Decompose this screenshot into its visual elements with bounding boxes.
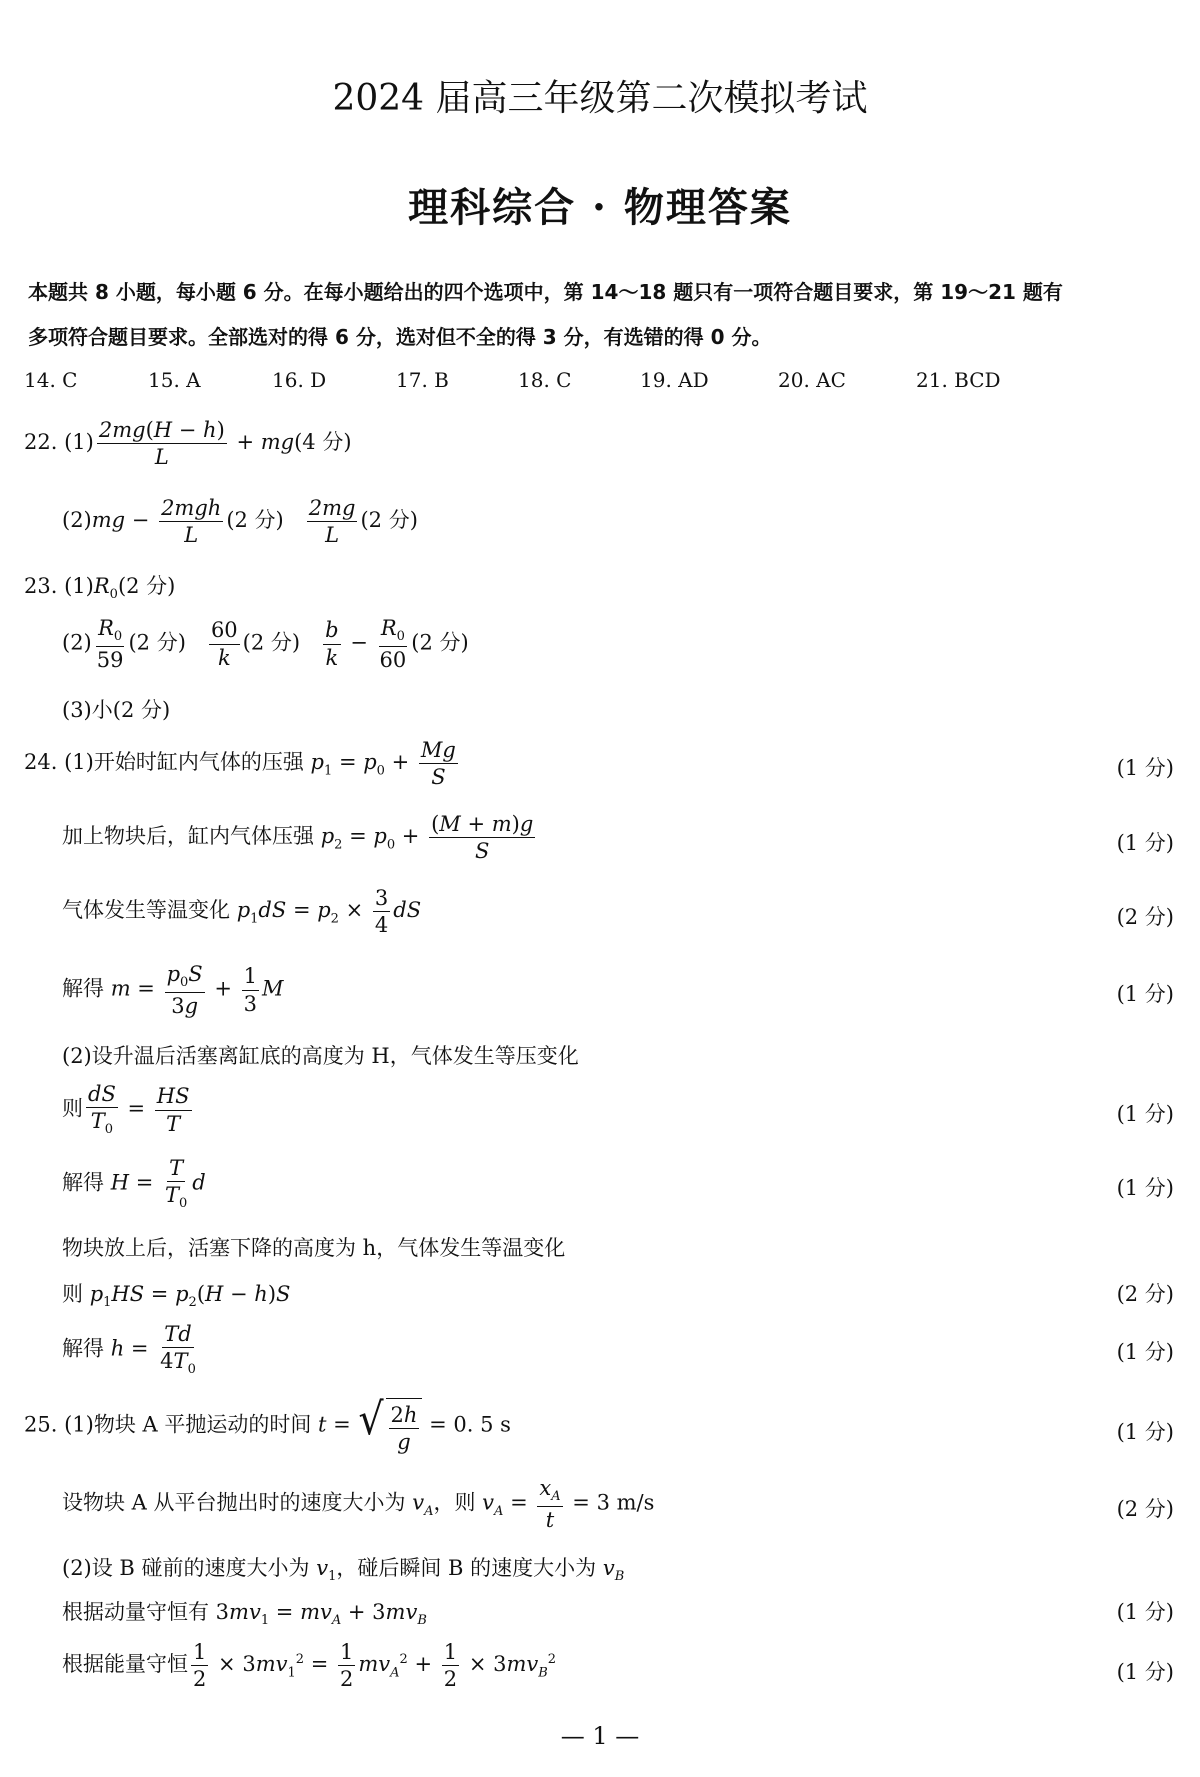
q24-score-6: (1 分): [1116, 1176, 1174, 1200]
answer-17: 17. B: [396, 368, 449, 392]
q25-line3: (2)设 B 碰前的速度大小为 $v_1$，碰后瞬间 B 的速度大小为 $v_B$: [62, 1556, 625, 1585]
q22-part1: 22. (1) $\frac{2mg(H - h)}{L}$ + mg(4 分): [24, 418, 352, 470]
q24-line6: 则 $\frac{dS}{T_0}$ = $\frac{HS}{T}$: [62, 1082, 190, 1138]
q24-line8: 物块放上后，活塞下降的高度为 h，气体发生等温变化: [62, 1236, 566, 1260]
intro-line-2: 多项符合题目要求。全部选对的得 6 分，选对但不全的得 3 分，有选错的得 0 分。: [28, 325, 772, 349]
exam-title: 2024 届高三年级第二次模拟考试: [332, 78, 868, 119]
q25-line5: 根据能量守恒 $\frac{1}{2}$ × $3mv_1^2$ = $\frac{1}{2}$ $mv_A^2$ + $\frac{1}{2}$ × $3mv_B^2$: [62, 1640, 557, 1692]
q24-line9: 则 $p_1HS = p_2(H - h)S$: [62, 1282, 291, 1311]
q25-score-1: (1 分): [1116, 1420, 1174, 1444]
q24-line7: 解得 H = $\frac{T}{T_0}$ d: [62, 1156, 206, 1212]
q25-score-2: (2 分): [1116, 1497, 1174, 1521]
answer-18: 18. C: [518, 368, 572, 392]
q23-part3: (3)小(2 分): [62, 698, 171, 722]
intro-line-1: 本题共 8 小题，每小题 6 分。在每小题给出的四个选项中，第 14～18 题只有一项符合题目要求，第 19～21 题有: [28, 280, 1063, 304]
q24-score-2: (1 分): [1116, 831, 1174, 855]
q22-part2: (2)mg − $\frac{\text{2mgh}}{L}$ (2 分) $\frac{2mg}{L}$ (2 分): [62, 496, 418, 548]
q23-part1: 23. $(1)R_0(2$ 分): [24, 574, 176, 603]
q25-line4: 根据动量守恒有 $3mv_1 = mv_A + 3mv_B$: [62, 1600, 427, 1629]
q24-score-8: (1 分): [1116, 1340, 1174, 1364]
q24-line2: 加上物块后，缸内气体压强 $p_2 = p_0$ + $\frac{(M + m)g}{S}$: [62, 812, 534, 864]
answer-14: 14. C: [24, 368, 78, 392]
q24-line10: 解得 h = $\frac{Td}{4T_0}$: [62, 1322, 196, 1378]
q25-line2: 设物块 A 从平台抛出时的速度大小为 $v_A$，则 $v_A$ = $\frac{x_A}{t}$ = 3 m/s: [62, 1476, 655, 1533]
q24-score-7: (2 分): [1116, 1282, 1174, 1306]
q24-score-1: (1 分): [1116, 756, 1174, 780]
answer-21: 21. BCD: [916, 368, 1001, 392]
q24-line4: 解得 m = $\frac{p_0S}{3g}$ + $\frac{1}{3}$ M: [62, 962, 284, 1019]
sqrt-sign: √ $\frac{2h}{g}$: [357, 1398, 422, 1454]
q25-line1: 25. (1)物块 A 平抛运动的时间 t = √ $\frac{2h}{g}$ = 0. 5 s: [24, 1394, 511, 1455]
page-number: — 1 —: [560, 1722, 640, 1750]
answer-15: 15. A: [148, 368, 201, 392]
q25-score-3: (1 分): [1116, 1600, 1174, 1624]
answer-20: 20. AC: [778, 368, 846, 392]
q24-score-4: (1 分): [1116, 982, 1174, 1006]
q23-part2: (2) $\frac{R_0}{59}$ (2 分) $\frac{60}{k}$ (2 分) $\frac{b}{k}$ − $\frac{R_0}{60}$ (2 分): [62, 616, 469, 673]
q24-line3: 气体发生等温变化 $p_1dS = p_2$ × $\frac{3}{4}$ dS: [62, 886, 422, 938]
q25-score-4: (1 分): [1116, 1660, 1174, 1684]
subject-title: 理科综合 · 物理答案: [408, 184, 792, 231]
answer-19: 19. AD: [640, 368, 709, 392]
answer-16: 16. D: [272, 368, 327, 392]
q24-line5: (2)设升温后活塞离缸底的高度为 H，气体发生等压变化: [62, 1044, 579, 1068]
q24-score-5: (1 分): [1116, 1102, 1174, 1126]
q24-score-3: (2 分): [1116, 905, 1174, 929]
q24-line1: 24. (1)开始时缸内气体的压强 $p_1 = p_0$ + $\frac{Mg}{S}$: [24, 738, 456, 790]
